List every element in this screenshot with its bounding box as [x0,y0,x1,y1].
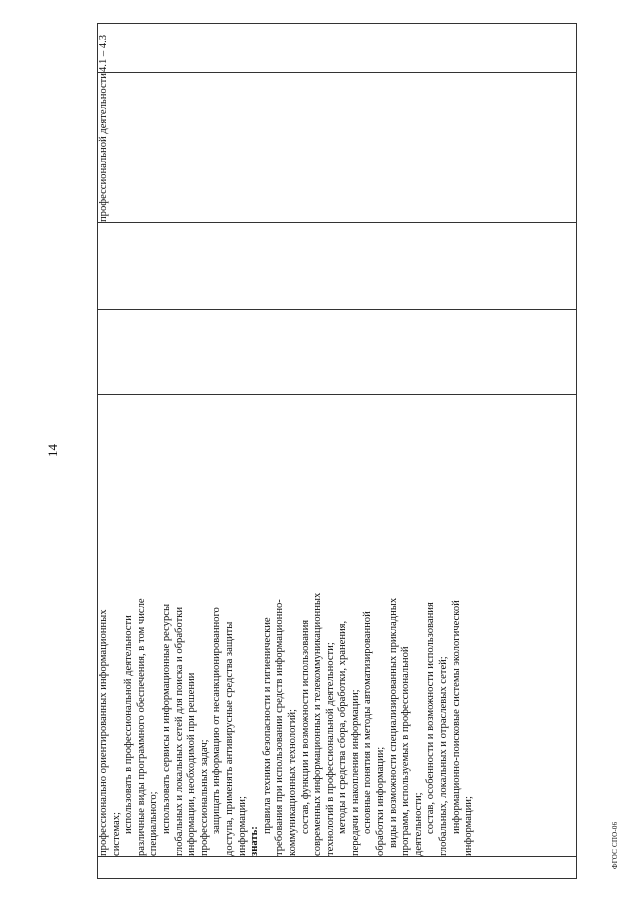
requirement-line: профессиональных задач; [198,739,210,856]
requirement-line: передачи и накопления информации; [349,689,361,856]
hours-max-cell [98,310,577,395]
requirement-line: профессионально ориентированных информационных [98,609,109,856]
page-number: 14 [45,444,60,457]
requirement-line: основные понятия и методы автоматизированной [362,611,374,834]
requirement-line: глобальных и локальных сетей для поиска и обработки [173,606,185,856]
requirement-line: защищать информацию от несанкционированного [211,607,223,834]
hours-class-cell [98,223,577,310]
requirement-line: системах; [110,812,122,856]
requirement-line: коммуникационных технологий; [286,709,298,856]
requirement-line: виды и возможности специализированных прикладных [387,597,399,848]
index-cell [98,857,577,879]
requirement-line: обработки информации; [375,746,387,856]
discipline-name: профессиональной деятельности [98,73,109,222]
requirement-line: информации, необходимой при решении [186,672,198,856]
requirement-line: методы и средства сбора, обработки, хранения, [337,620,349,834]
requirements-cell [98,395,577,857]
competences-cell [98,24,577,73]
requirement-line: информации; [463,796,475,856]
requirement-line: доступа, применять антивирусные средства защиты [223,621,235,856]
requirement-line: различные виды программного обеспечения, в том числе [135,598,147,856]
requirement-line: использовать в профессиональной деятельности [123,615,135,834]
discipline-cell [98,73,577,223]
requirement-line: информационно-поисковые системы экологической [450,600,462,834]
requirement-line: требования при использовании средств информационно- [274,599,286,856]
requirement-line: состав, функции и возможности использования [299,619,311,834]
requirement-line: деятельности; [412,792,424,856]
footer-code: ФГОС СПО-06 [611,821,619,869]
requirement-line: состав, особенности и возможности использования [425,602,437,834]
requirement-line: информации; [236,796,248,856]
table-row [98,24,577,879]
requirement-line: технологий в профессиональной деятельности; [324,642,336,856]
requirement-line: современных информационных и телекоммуникационных [312,592,324,856]
requirement-line: программ, используемых в профессиональной [400,646,412,856]
requirement-line: специального; [148,791,160,856]
standard-table [97,23,577,879]
requirement-line: правила техники безопасности и гигиенические [261,617,273,834]
requirement-line: глобальных, локальных и отраслевых сетей; [438,656,450,856]
requirement-line: использовать сервисы и информационные ресурсы [160,603,172,834]
requirement-line: знать: [249,826,261,856]
competence-codes: 4.1 – 4.3 [98,34,109,72]
